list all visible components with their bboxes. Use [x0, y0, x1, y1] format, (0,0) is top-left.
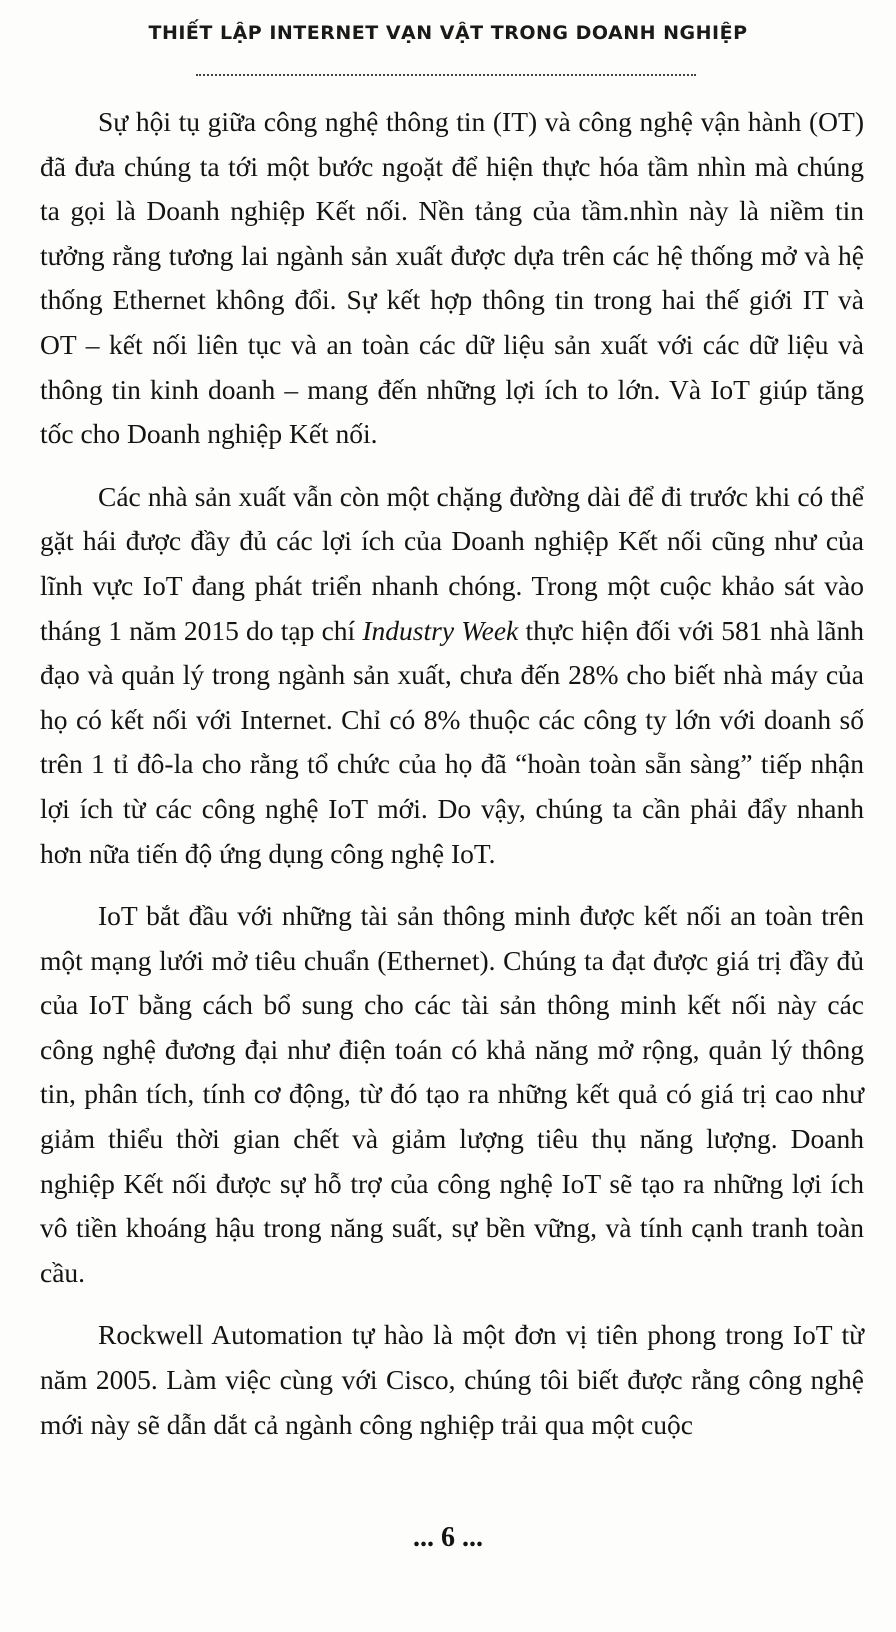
header-dotted-rule	[196, 74, 696, 76]
running-header: THIẾT LẬP INTERNET VẠN VẬT TRONG DOANH NGHIỆP	[148, 22, 748, 44]
page-number: ... 6 ...	[413, 1522, 483, 1553]
paragraph-2	[40, 475, 864, 876]
magazine-title: Industry Week	[362, 614, 519, 646]
paragraph-4: Rockwell Automation tự hào là một đơn vị tiên phong trong IoT từ năm 2005. Làm việc cùng với Cisco, chúng tôi biết được rằng công nghệ mới này sẽ dẫn dắt cả ngành công nghiệp trải qua một cuộc	[40, 1319, 864, 1440]
paragraph-3: IoT bắt đầu với những tài sản thông minh được kết nối an toàn trên một mạng lưới mở tiêu chuẩn (Ethernet). Chúng ta đạt được giá trị đầy đủ của IoT bằng cách bổ sung cho các tài sản thông minh kết nối này các công nghệ đương đại như điện toán có khả năng mở rộng, quản lý thông tin, phân tích, tính cơ động, từ đó tạo ra những kết quả có giá trị cao như giảm thiểu thời gian chết và giảm lượng tiêu thụ năng lượng. Doanh nghiệp Kết nối được sự hỗ trợ của công nghệ IoT sẽ tạo ra những lợi ích vô tiền khoáng hậu trong năng suất, sự bền vững, và tính cạnh tranh toàn cầu.	[40, 900, 864, 1288]
paragraph-2-text-after: thực hiện đối với 581 nhà lãnh đạo và quản lý trong ngành sản xuất, chưa đến 28% cho biết nhà máy của họ có kết nối với Internet. Chỉ có 8% thuộc các công ty lớn với doanh số trên 1 tỉ đô-la cho rằng tổ chức của họ đã “hoàn toàn sẵn sàng” tiếp nhận lợi ích từ các công nghệ IoT mới. Do vậy, chúng ta cần phải đẩy nhanh hơn nữa tiến độ ứng dụng công nghệ IoT.	[40, 614, 864, 869]
body-text	[40, 100, 864, 1465]
paragraph-2-text-before: Các nhà sản xuất vẫn còn một chặng đường dài để đi trước khi có thể gặt hái được đầy đủ các lợi ích của Doanh nghiệp Kết nối cũng như của lĩnh vực IoT đang phát triển nhanh chóng. Trong một cuộc khảo sát vào tháng 1 năm 2015 do tạp chí	[40, 480, 864, 646]
paragraph-1: Sự hội tụ giữa công nghệ thông tin (IT) và công nghệ vận hành (OT) đã đưa chúng ta tới một bước ngoặt để hiện thực hóa tầm nhìn mà chúng ta gọi là Doanh nghiệp Kết nối. Nền tảng của tầm.nhìn này là niềm tin tưởng rằng tương lai ngành sản xuất được dựa trên các hệ thống mở và hệ thống Ethernet không đổi. Sự kết hợp thông tin trong hai thế giới IT và OT – kết nối liên tục và an toàn các dữ liệu sản xuất với các dữ liệu và thông tin kinh doanh – mang đến những lợi ích to lớn. Và IoT giúp tăng tốc cho Doanh nghiệp Kết nối.	[40, 106, 864, 450]
